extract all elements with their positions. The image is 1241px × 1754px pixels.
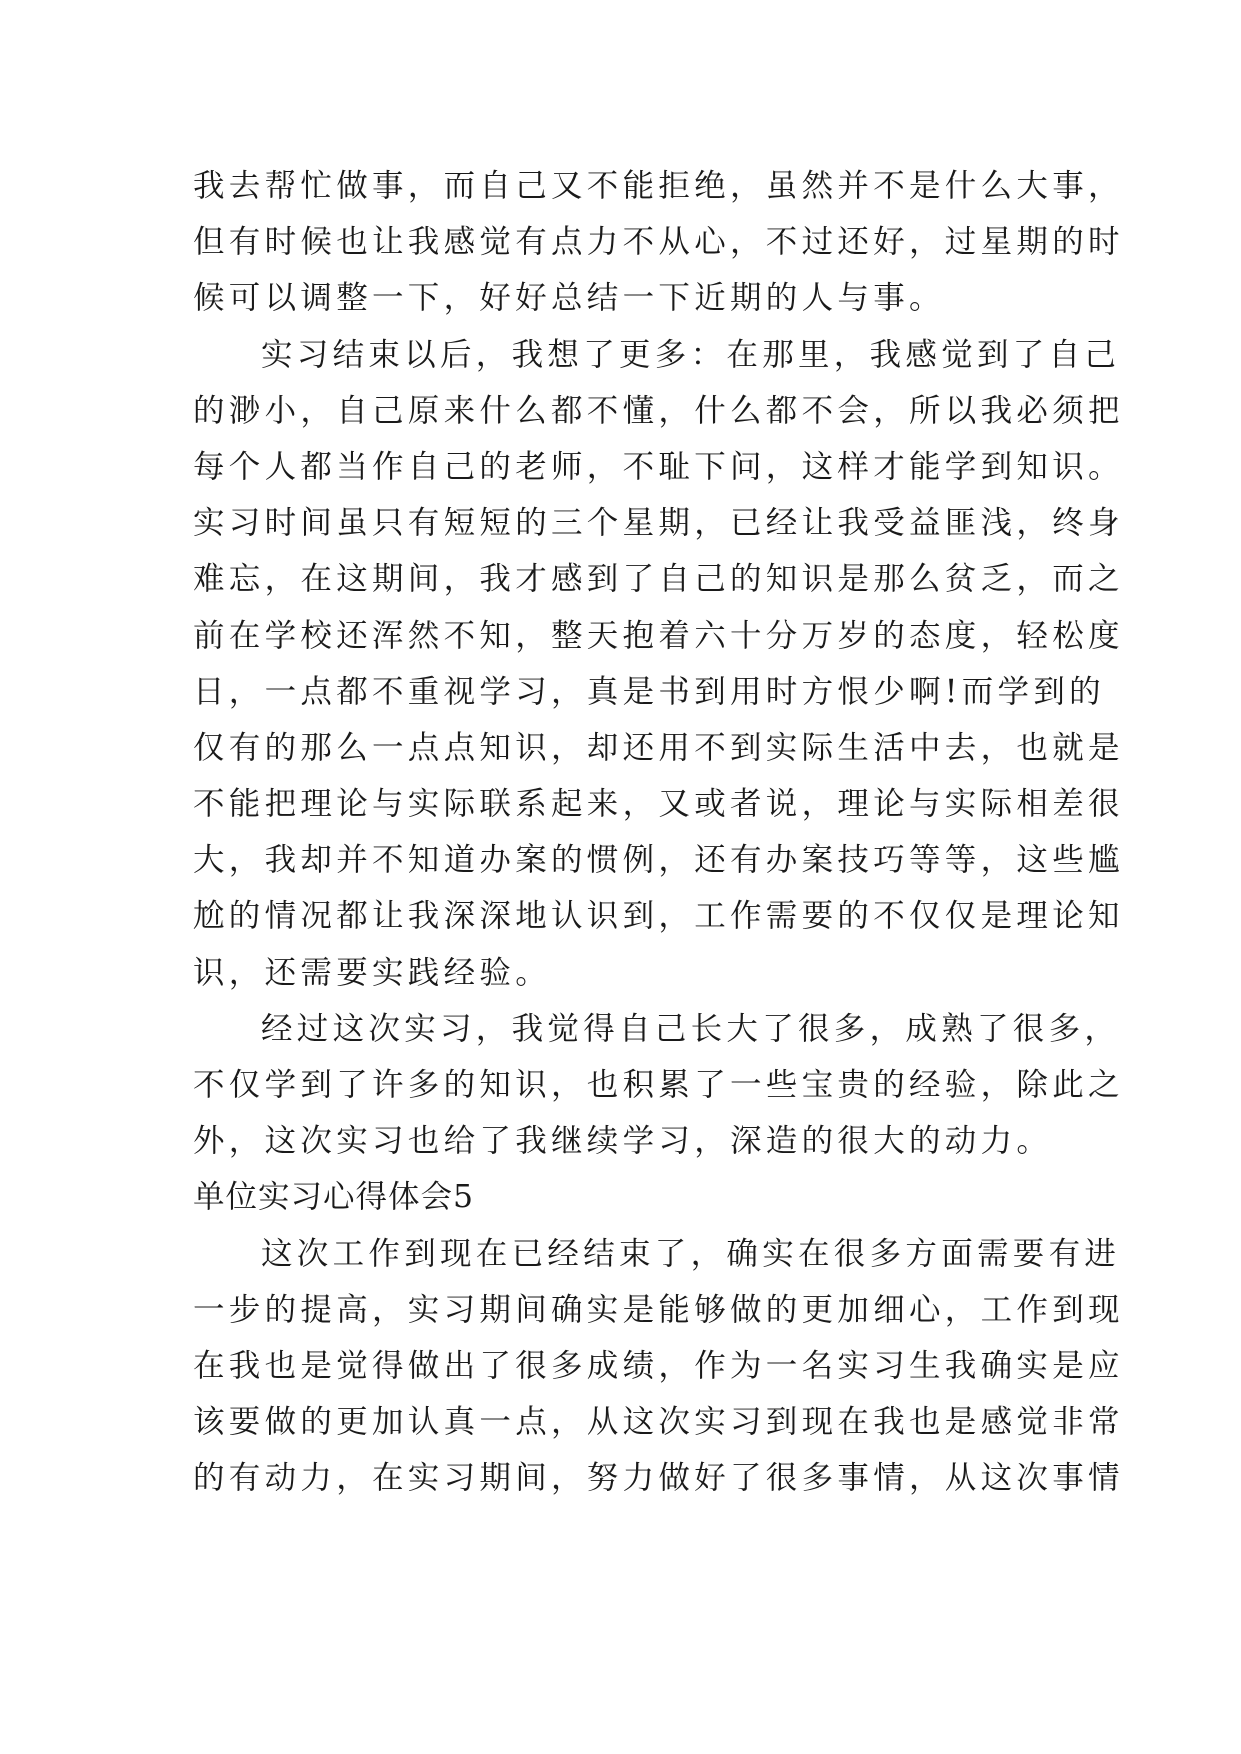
text-line: 但有时候也让我感觉有点力不从心，不过还好，过星期的时 [193,224,1124,261]
text-line: 不仅学到了许多的知识，也积累了一些宝贵的经验，除此之 [193,1067,1124,1103]
text-line: 这次工作到现在已经结束了，确实在很多方面需要有进 [261,1235,1121,1272]
text-line: 实习结束以后，我想了更多：在那里，我感觉到了自己 [261,336,1121,373]
section-heading: 单位实习心得体会5 [193,1179,475,1216]
body-text [193,158,1124,1507]
text-line: 该要做的更加认真一点，从这次实习到现在我也是感觉非常 [193,1404,1124,1441]
text-line: 识，还需要实践经验。 [193,954,552,991]
text-line: 外，这次实习也给了我继续学习，深造的很大的动力。 [193,1123,1053,1160]
text-line: 难忘，在这期间，我才感到了自己的知识是那么贫乏，而之 [193,561,1124,598]
text-line: 每个人都当作自己的老师，不耻下问，这样才能学到知识。 [193,448,1124,485]
text-line: 仅有的那么一点点知识，却还用不到实际生活中去，也就是 [193,729,1124,766]
text-line: 日，一点都不重视学习，真是书到用时方恨少啊!而学到的 [193,673,1105,710]
text-line: 大，我却并不知道办案的惯例，还有办案技巧等等，这些尴 [193,842,1124,879]
text-line: 前在学校还浑然不知，整天抱着六十分万岁的态度，轻松度 [193,617,1124,654]
text-line: 候可以调整一下，好好总结一下近期的人与事。 [193,280,945,317]
text-line: 一步的提高，实习期间确实是能够做的更加细心，工作到现 [193,1291,1124,1328]
text-line: 的有动力，在实习期间，努力做好了很多事情，从这次事情 [193,1460,1124,1497]
text-line: 实习时间虽只有短短的三个星期，已经让我受益匪浅，终身 [193,505,1124,542]
text-line: 我去帮忙做事，而自己又不能拒绝，虽然并不是什么大事， [193,168,1124,204]
text-line: 尬的情况都让我深深地认识到，工作需要的不仅仅是理论知 [193,898,1124,935]
text-line: 在我也是觉得做出了很多成绩，作为一名实习生我确实是应 [193,1347,1124,1384]
text-line: 不能把理论与实际联系起来，又或者说，理论与实际相差很 [193,786,1124,823]
text-line: 经过这次实习，我觉得自己长大了很多，成熟了很多， [261,1010,1121,1047]
text-line: 的渺小，自己原来什么都不懂，什么都不会，所以我必须把 [193,392,1124,429]
